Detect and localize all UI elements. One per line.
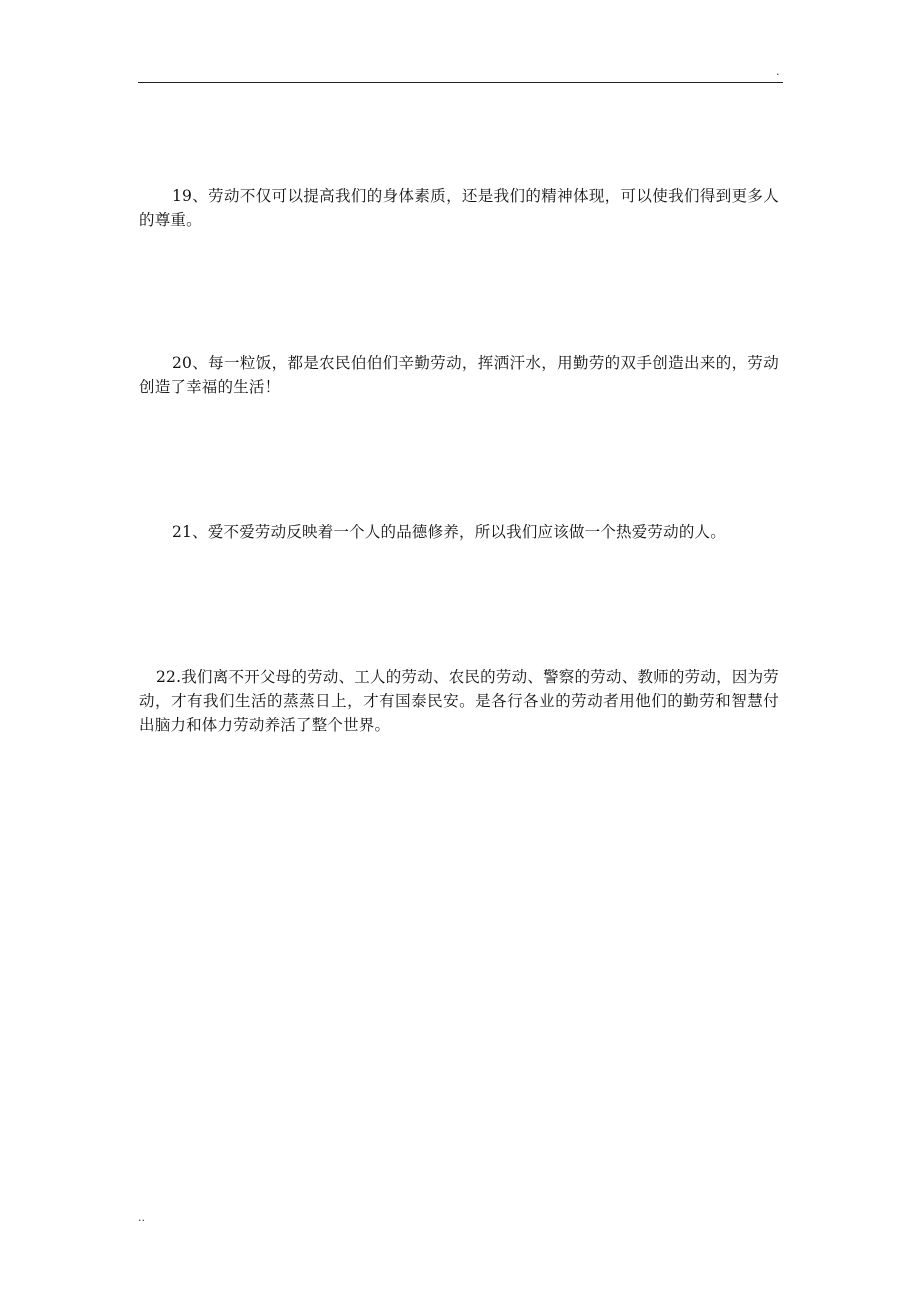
header-rule xyxy=(138,82,783,83)
footer-mark: .. xyxy=(138,1211,145,1224)
header-mark: . xyxy=(776,65,780,78)
paragraph-19: 19、劳动不仅可以提高我们的身体素质，还是我们的精神体现，可以使我们得到更多人的尊重。 xyxy=(139,187,779,229)
paragraph-22: 22.我们离不开父母的劳动、工人的劳动、农民的劳动、警察的劳动、教师的劳动，因为劳动，才有我们生活的蒸蒸日上，才有国泰民安。是各行各业的劳动者用他们的勤劳和智慧付出脑力和体力劳动养活了整个世界。 xyxy=(139,668,779,734)
paragraph-20: 20、每一粒饭，都是农民伯伯们辛勤劳动，挥洒汗水，用勤劳的双手创造出来的，劳动创造了幸福的生活！ xyxy=(139,354,779,396)
paragraph-21: 21、爱不爱劳动反映着一个人的品德修养，所以我们应该做一个热爱劳动的人。 xyxy=(172,523,726,541)
